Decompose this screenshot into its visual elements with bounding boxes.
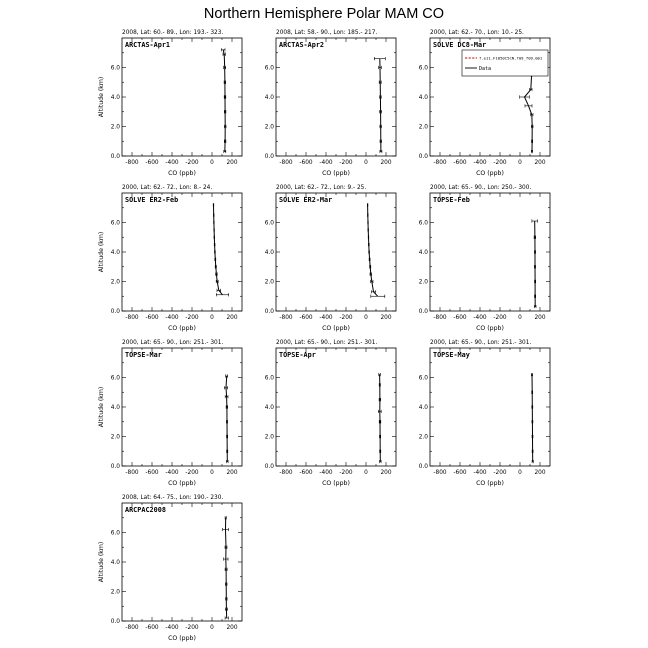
panel-title: SOLVE ER2-Mar [279, 196, 333, 204]
x-tick-label: -800 [433, 470, 447, 476]
panel-title: SOLVE ER2-Feb [125, 196, 179, 204]
y-tick-label: 0.0 [110, 154, 120, 161]
panel-header: 2000, Lat: 65.- 90., Lon: 250.- 300. [430, 185, 532, 191]
x-tick-label: -400 [473, 160, 487, 166]
y-tick-label: 4.0 [264, 250, 274, 257]
x-tick-label: -200 [185, 470, 199, 476]
panel-TOPSE-Apr [250, 336, 400, 488]
data-profile-line [226, 518, 227, 618]
x-tick-label: -400 [165, 315, 179, 321]
x-axis-label: CO (ppb) [168, 170, 196, 177]
x-axis-label: CO (ppb) [168, 635, 196, 642]
x-tick-label: -600 [453, 470, 467, 476]
y-tick-label: 4.0 [418, 95, 428, 102]
data-profile-line [223, 50, 225, 152]
legend-data-label: Data [479, 66, 492, 72]
x-tick-label: 0 [518, 160, 522, 166]
x-tick-label: -200 [493, 470, 507, 476]
panel-chart [250, 336, 400, 488]
y-tick-label: 2.0 [110, 124, 120, 131]
data-profile-line [226, 376, 227, 462]
panel-header: 2000, Lat: 65.- 90., Lon: 251.- 301. [276, 340, 378, 346]
panel-chart [96, 336, 246, 488]
y-tick-label: 0.0 [264, 309, 274, 316]
panel-header: 2000, Lat: 65.- 90., Lon: 251.- 301. [122, 340, 224, 346]
panel-title: TOPSE-Apr [279, 351, 316, 359]
panel-chart [404, 26, 554, 178]
x-axis-label: CO (ppb) [476, 325, 504, 332]
x-tick-label: -200 [493, 315, 507, 321]
x-tick-label: -400 [319, 470, 333, 476]
panel-title: ARCPAC2008 [125, 506, 166, 514]
x-tick-label: -400 [473, 470, 487, 476]
x-tick-label: 0 [210, 160, 214, 166]
x-tick-label: 200 [226, 160, 238, 166]
x-tick-label: -200 [185, 315, 199, 321]
x-tick-label: -200 [493, 160, 507, 166]
panel-title: SOLVE DC8-Mar [433, 41, 487, 49]
x-tick-label: -600 [145, 625, 159, 631]
panel-title: ARCTAS-Apr2 [279, 41, 325, 49]
x-tick-label: -600 [453, 160, 467, 166]
x-tick-label: 0 [364, 160, 368, 166]
x-tick-label: -600 [145, 160, 159, 166]
y-tick-label: 0.0 [110, 464, 120, 471]
panel-chart [250, 181, 400, 333]
y-tick-label: 4.0 [110, 250, 120, 257]
x-tick-label: -400 [319, 315, 333, 321]
plot-frame [122, 348, 242, 466]
panel-chart [404, 336, 554, 488]
panel-chart [96, 181, 246, 333]
y-tick-label: 6.0 [264, 375, 274, 382]
x-tick-label: -400 [165, 625, 179, 631]
x-tick-label: 200 [380, 470, 392, 476]
plot-frame [276, 193, 396, 311]
y-tick-label: 6.0 [110, 375, 120, 382]
x-tick-label: 200 [534, 315, 546, 321]
y-tick-label: 2.0 [110, 279, 120, 286]
x-tick-label: -800 [279, 470, 293, 476]
y-tick-label: 0.0 [264, 154, 274, 161]
y-tick-label: 6.0 [418, 220, 428, 227]
x-axis-label: CO (ppb) [168, 325, 196, 332]
y-axis-label: Altitude (km) [98, 386, 105, 428]
y-tick-label: 0.0 [418, 309, 428, 316]
y-tick-label: 6.0 [110, 65, 120, 72]
x-tick-label: 200 [534, 470, 546, 476]
panel-SOLVE-ER2-Feb [96, 181, 246, 333]
legend-box [462, 50, 548, 76]
x-tick-label: 200 [380, 160, 392, 166]
panel-SOLVE-ER2-Mar [250, 181, 400, 333]
plot-frame [430, 193, 550, 311]
data-profile-line [380, 375, 381, 462]
x-tick-label: -600 [145, 315, 159, 321]
x-axis-label: CO (ppb) [322, 480, 350, 487]
panel-header: 2000, Lat: 65.- 90., Lon: 251.- 301. [430, 340, 532, 346]
panel-TOPSE-Feb [404, 181, 554, 333]
x-axis-label: CO (ppb) [476, 480, 504, 487]
x-tick-label: 0 [210, 470, 214, 476]
panel-ARCTAS-Apr1 [96, 26, 246, 178]
panel-TOPSE-May [404, 336, 554, 488]
x-axis-label: CO (ppb) [168, 480, 196, 487]
x-tick-label: 200 [226, 470, 238, 476]
panel-ARCPAC2008 [96, 491, 246, 643]
y-tick-label: 6.0 [418, 65, 428, 72]
y-tick-label: 4.0 [264, 95, 274, 102]
y-tick-label: 0.0 [110, 309, 120, 316]
data-profile-line [380, 59, 381, 152]
x-tick-label: -800 [125, 625, 139, 631]
x-tick-label: -400 [165, 160, 179, 166]
x-tick-label: -800 [433, 315, 447, 321]
y-tick-label: 4.0 [418, 250, 428, 257]
x-tick-label: 200 [534, 160, 546, 166]
panel-header: 2008, Lat: 58.- 90., Lon: 185.- 217. [276, 30, 378, 36]
panel-chart [250, 26, 400, 178]
plot-frame [276, 348, 396, 466]
x-tick-label: 200 [226, 315, 238, 321]
x-axis-label: CO (ppb) [322, 170, 350, 177]
y-tick-label: 6.0 [264, 65, 274, 72]
x-tick-label: -200 [185, 625, 199, 631]
x-tick-label: 0 [364, 315, 368, 321]
y-tick-label: 6.0 [264, 220, 274, 227]
x-tick-label: 200 [226, 625, 238, 631]
x-tick-label: -400 [319, 160, 333, 166]
x-tick-label: -400 [165, 470, 179, 476]
y-tick-label: 2.0 [418, 279, 428, 286]
panel-header: 2008, Lat: 60.- 89., Lon: 193.- 323. [122, 30, 224, 36]
y-tick-label: 4.0 [110, 560, 120, 567]
x-tick-label: -600 [453, 315, 467, 321]
y-tick-label: 6.0 [418, 375, 428, 382]
plot-frame [122, 193, 242, 311]
x-tick-label: 0 [210, 625, 214, 631]
y-tick-label: 2.0 [418, 434, 428, 441]
panel-header: 2000, Lat: 62.- 72., Lon: 9.- 25. [276, 185, 367, 191]
panel-header: 2000, Lat: 62.- 70., Lon: 10.- 25. [430, 30, 524, 36]
y-tick-label: 4.0 [110, 405, 120, 412]
panel-header: 2008, Lat: 64.- 75., Lon: 190.- 230. [122, 495, 224, 501]
x-tick-label: -400 [473, 315, 487, 321]
panel-SOLVE-DC8-Mar [404, 26, 554, 178]
legend-model-label: f.e11.F1850C5CN.f09_f09.001 [479, 55, 543, 61]
y-tick-label: 2.0 [264, 124, 274, 131]
x-tick-label: -600 [145, 470, 159, 476]
y-tick-label: 2.0 [264, 279, 274, 286]
y-tick-label: 2.0 [110, 589, 120, 596]
x-tick-label: 0 [518, 470, 522, 476]
x-tick-label: -800 [125, 160, 139, 166]
y-axis-label: Altitude (km) [98, 231, 105, 273]
y-axis-label: Altitude (km) [98, 541, 105, 583]
x-tick-label: -200 [185, 160, 199, 166]
plot-frame [276, 38, 396, 156]
x-tick-label: 200 [380, 315, 392, 321]
panel-title: TOPSE-May [433, 351, 470, 359]
panel-title: ARCTAS-Apr1 [125, 41, 171, 49]
y-tick-label: 2.0 [264, 434, 274, 441]
y-tick-label: 4.0 [264, 405, 274, 412]
x-tick-label: -800 [433, 160, 447, 166]
x-tick-label: 0 [518, 315, 522, 321]
panel-chart [404, 181, 554, 333]
y-tick-label: 6.0 [110, 530, 120, 537]
x-tick-label: -800 [125, 315, 139, 321]
y-tick-label: 2.0 [110, 434, 120, 441]
x-tick-label: -800 [125, 470, 139, 476]
x-tick-label: -200 [339, 470, 353, 476]
y-tick-label: 2.0 [418, 124, 428, 131]
panel-ARCTAS-Apr2 [250, 26, 400, 178]
x-axis-label: CO (ppb) [476, 170, 504, 177]
x-tick-label: -800 [279, 160, 293, 166]
y-tick-label: 4.0 [418, 405, 428, 412]
x-tick-label: -200 [339, 315, 353, 321]
figure-title: Northern Hemisphere Polar MAM CO [203, 6, 445, 22]
y-tick-label: 4.0 [110, 95, 120, 102]
plot-frame [122, 503, 242, 621]
panel-title: TOPSE-Mar [125, 351, 162, 359]
x-axis-label: CO (ppb) [322, 325, 350, 332]
panel-title: TOPSE-Feb [433, 196, 470, 204]
y-tick-label: 0.0 [418, 154, 428, 161]
panel-chart [96, 491, 246, 643]
panel-header: 2000, Lat: 62.- 72., Lon: 8.- 24. [122, 185, 213, 191]
x-tick-label: -600 [299, 160, 313, 166]
x-tick-label: -600 [299, 470, 313, 476]
x-tick-label: 0 [364, 470, 368, 476]
data-profile-line [535, 221, 536, 307]
y-tick-label: 0.0 [110, 619, 120, 626]
y-tick-label: 0.0 [264, 464, 274, 471]
y-tick-label: 6.0 [110, 220, 120, 227]
y-axis-label: Altitude (km) [98, 76, 105, 118]
panel-chart [96, 26, 246, 178]
data-profile-line [532, 375, 533, 462]
x-tick-label: -200 [339, 160, 353, 166]
x-tick-label: -800 [279, 315, 293, 321]
x-tick-label: 0 [210, 315, 214, 321]
x-tick-label: -600 [299, 315, 313, 321]
panel-TOPSE-Mar [96, 336, 246, 488]
y-tick-label: 0.0 [418, 464, 428, 471]
